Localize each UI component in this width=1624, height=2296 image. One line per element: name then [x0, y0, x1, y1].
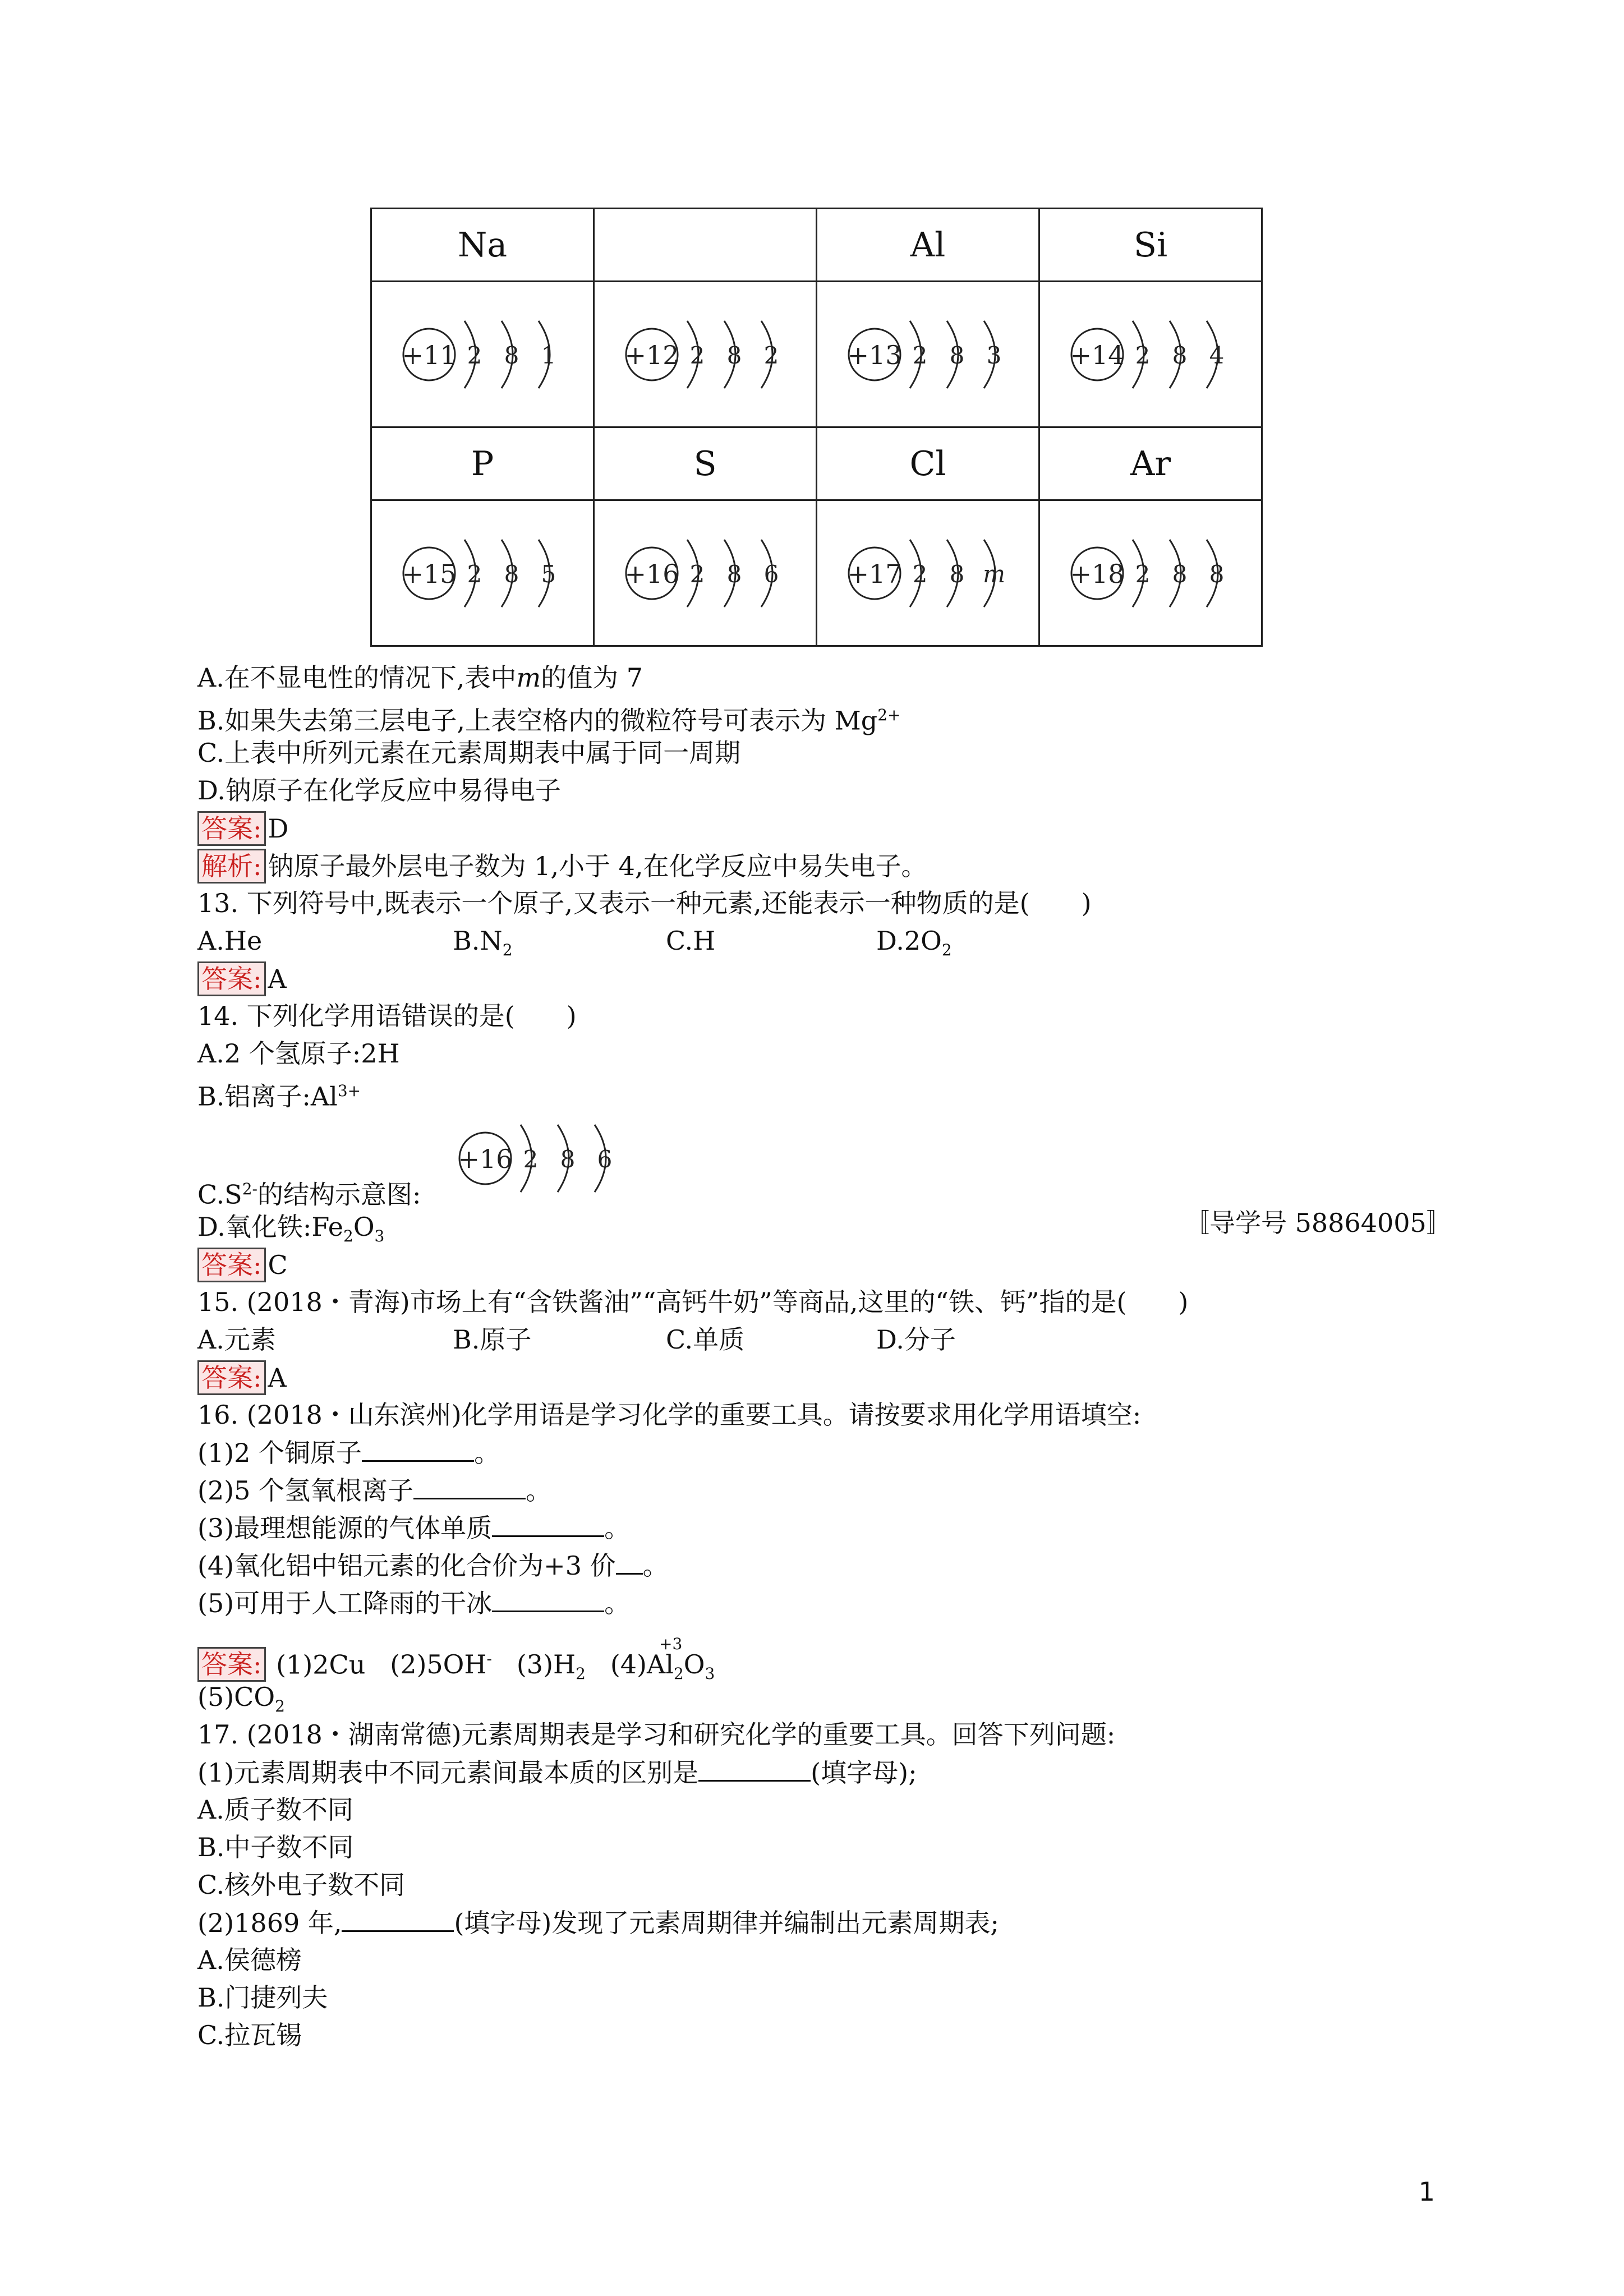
answer-blank[interactable]: [413, 1473, 526, 1499]
q17-p1-option-c: C.核外电子数不同: [197, 1870, 406, 1900]
answer-value: D: [268, 813, 289, 844]
q16-part-2: [197, 1473, 551, 1507]
q14-option-c: [197, 1172, 421, 1211]
part-text: (1)元素周期表中不同元素间最本质的区别是: [197, 1757, 699, 1788]
answer-tag: 答案:: [197, 1647, 266, 1682]
nucleus-charge: +14: [1070, 339, 1125, 370]
atom-diagram-cell: [1039, 500, 1262, 646]
symbol-cell: Na: [371, 209, 594, 282]
q12-option-a: [197, 661, 643, 694]
option-text: 的结构示意图:: [257, 1179, 421, 1210]
q17-part-2: [197, 1906, 999, 1940]
valence-overscript: +3: [659, 1635, 683, 1654]
nucleus-charge: +16: [624, 558, 679, 589]
option-text: A.在不显电性的情况下,表中: [197, 662, 517, 693]
q17-p2-option-a: A.侯德榜: [197, 1945, 302, 1975]
answer-blank[interactable]: [342, 1906, 454, 1932]
shell-electron-count: 2: [523, 1145, 539, 1173]
shell-electron-count: 2: [467, 560, 482, 588]
atom-drawing: [847, 540, 1005, 607]
diagram-row-1: [371, 282, 1262, 427]
nucleus-charge: +18: [1070, 558, 1125, 589]
shell-electron-count: m: [983, 560, 1005, 588]
answer-text: (2)5OH: [390, 1649, 487, 1680]
q14-option-b: [197, 1074, 361, 1113]
option-text: D.2O: [876, 926, 942, 956]
shell-electron-count: 2: [467, 341, 482, 369]
period: 。: [604, 1513, 631, 1543]
shell-electron-count: 2: [763, 341, 779, 369]
option-text: B.如果失去第三层电子,上表空格内的微粒符号可表示为 Mg: [197, 705, 878, 736]
option-text: B.N: [453, 926, 503, 956]
option-text: B.铝离子:Al: [197, 1081, 338, 1112]
subscript: 2: [275, 1697, 285, 1716]
q16-part-3: [197, 1511, 630, 1545]
q14-option-d: [197, 1210, 384, 1253]
q14-stem: 14. 下列化学用语错误的是( ): [197, 1001, 577, 1031]
atom-drawing: [624, 321, 779, 388]
period: 。: [604, 1588, 631, 1618]
sulfide-ion-diagram: [454, 1114, 640, 1203]
atom-structure-diagram: [844, 310, 1012, 399]
q17-p1-option-a: A.质子数不同: [197, 1795, 353, 1825]
diagram-row-2: [371, 500, 1262, 646]
atom-structure-diagram: [621, 310, 789, 399]
shell-electron-count: 1: [541, 341, 556, 369]
answer-text: (4): [610, 1649, 647, 1680]
q16-part-1: [197, 1435, 500, 1470]
answer-tag: 答案:: [197, 1360, 266, 1395]
option-text: D.氧化铁:Fe: [197, 1212, 343, 1242]
charge-superscript: 2+: [877, 706, 901, 724]
q13-answer: [197, 961, 287, 996]
option-c: C.单质: [666, 1324, 745, 1355]
atom-structure-diagram: [621, 528, 789, 618]
shell-electron-count: 2: [689, 341, 705, 369]
shell-electron-count: 8: [1172, 560, 1188, 588]
symbol-cell: Cl: [817, 427, 1039, 500]
q17-part-1: [197, 1755, 917, 1789]
analysis-tag: 解析:: [197, 849, 266, 884]
shell-electron-count: 2: [1135, 560, 1151, 588]
nucleus-charge: +13: [847, 339, 902, 370]
atom-diagram-cell: [594, 282, 817, 427]
answer-tag: 答案:: [197, 1248, 266, 1282]
subscript: 2: [502, 941, 513, 960]
option-text: 的值为 7: [541, 662, 643, 693]
period: 。: [526, 1475, 552, 1506]
answer-text: (3)H: [516, 1649, 576, 1680]
shell-electron-count: 2: [1135, 341, 1151, 369]
answer-text: O: [683, 1649, 705, 1680]
option-c: C.H: [666, 926, 716, 956]
part-text: (3)最理想能源的气体单质: [197, 1513, 493, 1543]
atom-diagram-cell: [817, 500, 1039, 646]
atom-diagram-cell: [594, 500, 817, 646]
nucleus-charge: +11: [402, 339, 457, 370]
symbol-cell: Al: [817, 209, 1039, 282]
charge-superscript: 3+: [337, 1082, 361, 1100]
subscript: 3: [374, 1227, 385, 1246]
atom-diagram-cell: [371, 282, 594, 427]
option-d: D.分子: [876, 1324, 956, 1355]
part-text: (2)1869 年,: [197, 1908, 342, 1938]
atom-drawing: [1070, 321, 1224, 388]
q12-answer: [197, 811, 288, 846]
q17-p1-option-b: B.中子数不同: [197, 1832, 354, 1862]
q17-stem: 17. (2018・湖南常德)元素周期表是学习和研究化学的重要工具。回答下列问题:: [197, 1719, 1116, 1750]
shell-electron-count: 4: [1209, 341, 1225, 369]
answer-part-1: (1)2Cu: [276, 1649, 366, 1680]
shell-electron-count: 8: [726, 341, 742, 369]
shell-electron-count: 6: [763, 560, 779, 588]
atom-drawing: [402, 540, 556, 607]
answer-value: A: [268, 964, 287, 994]
atom-structure-diagram: [398, 528, 567, 618]
atom-structure-diagram: [1066, 528, 1235, 618]
answer-part-3: [516, 1649, 586, 1683]
shell-electron-count: 2: [689, 560, 705, 588]
q16-answer-5: [197, 1680, 285, 1723]
answer-tag: 答案:: [197, 811, 266, 846]
part-text: (2)5 个氢氧根离子: [197, 1475, 414, 1506]
q16-part-5: [197, 1586, 630, 1620]
q16-stem: 16. (2018・山东滨州)化学用语是学习化学的重要工具。请按要求用化学用语填空:: [197, 1400, 1142, 1430]
period: 。: [474, 1438, 500, 1468]
part-text: (5)可用于人工降雨的干冰: [197, 1588, 493, 1618]
part-text: (1)2 个铜原子: [197, 1438, 362, 1468]
symbol-row-1: [371, 209, 1262, 282]
analysis-text: 钠原子最外层电子数为 1,小于 4,在化学反应中易失电子。: [268, 851, 927, 881]
answer-part-4: [610, 1635, 715, 1683]
shell-electron-count: 8: [949, 341, 965, 369]
answer-text: (5)CO: [197, 1682, 275, 1712]
answer-tag: 答案:: [197, 961, 266, 996]
q17-p2-option-c: C.拉瓦锡: [197, 2020, 302, 2050]
q14-answer: [197, 1248, 288, 1282]
answer-blank[interactable]: [492, 1586, 604, 1612]
symbol-row-2: [371, 427, 1262, 500]
shell-electron-count: 8: [504, 560, 519, 588]
q14-option-a: A.2 个氢原子:2H: [197, 1038, 400, 1069]
atom-drawing: [1070, 540, 1224, 607]
subscript: 2: [673, 1664, 684, 1683]
option-b: B.原子: [453, 1324, 532, 1355]
nucleus-charge: +15: [402, 558, 457, 589]
atom-diagram-cell: [1039, 282, 1262, 427]
nucleus-charge: +17: [847, 558, 902, 589]
shell-electron-count: 5: [541, 560, 556, 588]
q15-stem: 15. (2018・青海)市场上有“含铁酱油”“高钙牛奶”等商品,这里的“铁、钙”指的是( ): [197, 1287, 1189, 1317]
symbol-cell: Ar: [1039, 427, 1262, 500]
shell-electron-count: 3: [986, 341, 1002, 369]
atom-structure-diagram: [398, 310, 567, 399]
atom-structure-diagram: [844, 528, 1012, 618]
shell-electron-count: 6: [597, 1145, 613, 1173]
shell-electron-count: 8: [726, 560, 742, 588]
element-structure-table: [370, 208, 1263, 647]
variable-m: m: [516, 662, 541, 693]
option-text: C.S: [197, 1179, 242, 1210]
page-number: 1: [1418, 2177, 1435, 2207]
shell-electron-count: 2: [912, 341, 928, 369]
option-b: [453, 924, 513, 967]
subscript: 2: [343, 1227, 353, 1246]
answer-blank[interactable]: [362, 1435, 474, 1462]
reference-number: 〚导学号 58864005〛: [1184, 1208, 1452, 1238]
option-a: A.He: [197, 926, 263, 956]
subscript: 2: [576, 1664, 586, 1683]
period: 。: [642, 1550, 669, 1581]
atom-drawing: [458, 1125, 612, 1192]
q12-option-d: D.钠原子在化学反应中易得电子: [197, 775, 561, 806]
symbol-cell: P: [371, 427, 594, 500]
answer-text: Al: [647, 1649, 674, 1680]
symbol-cell: Si: [1039, 209, 1262, 282]
charge-superscript: -: [486, 1650, 492, 1668]
part-text: (填字母)发现了元素周期律并编制出元素周期表;: [454, 1908, 999, 1938]
q15-answer: [197, 1360, 287, 1395]
answer-part-2: [390, 1649, 492, 1680]
shell-electron-count: 8: [1209, 560, 1225, 588]
atom-drawing: [624, 540, 779, 607]
answer-blank[interactable]: [698, 1755, 811, 1782]
option-d: [876, 924, 952, 967]
option-text: O: [353, 1212, 375, 1242]
answer-blank[interactable]: [616, 1548, 643, 1575]
symbol-cell-blank: [594, 209, 817, 282]
part-text: (4)氧化铝中铝元素的化合价为+3 价: [197, 1550, 616, 1581]
shell-electron-count: 8: [1172, 341, 1188, 369]
atom-diagram-cell: [371, 500, 594, 646]
shell-electron-count: 8: [949, 560, 965, 588]
q16-part-4: [197, 1548, 669, 1582]
shell-electron-count: 8: [560, 1145, 576, 1173]
nucleus-charge: +12: [624, 339, 679, 370]
q12-option-b: [197, 698, 901, 737]
answer-value: C: [268, 1250, 288, 1280]
atom-drawing: [402, 321, 556, 388]
atom-diagram-cell: [817, 282, 1039, 427]
part-text: (填字母);: [811, 1757, 917, 1788]
answer-blank[interactable]: [492, 1511, 604, 1537]
q12-option-c: C.上表中所列元素在元素周期表中属于同一周期: [197, 738, 741, 768]
subscript: 3: [705, 1664, 715, 1683]
charge-superscript: 2-: [242, 1180, 257, 1198]
atom-drawing: [847, 321, 1001, 388]
nucleus-charge: +16: [458, 1144, 513, 1174]
shell-electron-count: 2: [912, 560, 928, 588]
q13-stem: 13. 下列符号中,既表示一个原子,又表示一种元素,还能表示一种物质的是( ): [197, 888, 1092, 918]
option-a: A.元素: [197, 1324, 276, 1355]
symbol-cell: S: [594, 427, 817, 500]
q17-p2-option-b: B.门捷列夫: [197, 1982, 328, 2013]
answer-value: A: [268, 1363, 287, 1393]
q12-analysis: [197, 849, 927, 884]
shell-electron-count: 8: [504, 341, 519, 369]
subscript: 2: [941, 941, 952, 960]
atom-structure-diagram: [1066, 310, 1235, 399]
